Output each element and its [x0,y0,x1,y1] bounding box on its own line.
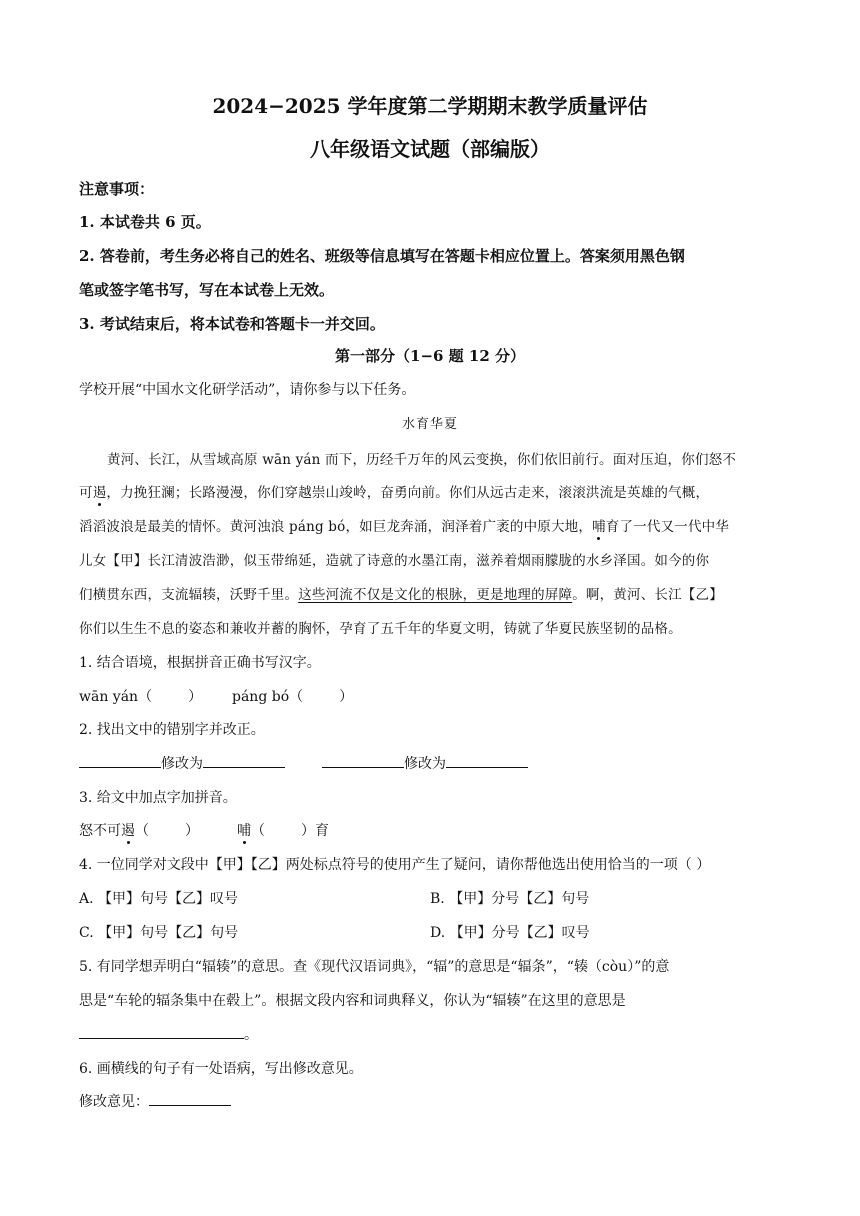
question-3-answer-b [237,820,329,840]
answer-blank[interactable] [322,753,404,768]
dotted-character: 遏 [92,485,107,501]
passage-text: ，力挽狂澜；长路漫漫，你们穿越崇山竣岭，奋勇向前。你们从远古走来，滚滚洪流是英雄的气概， [106,485,710,501]
passage-line-3 [79,515,783,535]
bracket-close: ） [339,689,354,705]
question-2-answer-2 [322,753,528,773]
question-1-answer-a [79,686,202,706]
underlined-sentence: 这些河流不仅是文化的根脉，更是地理的屏障 [298,587,573,603]
question-6-answer [79,1091,231,1111]
question-2: 2. 找出文中的错别字并改正。 [79,722,265,738]
fix-label: 修改为 [161,756,203,772]
dotted-character: 哺 [237,823,251,839]
dotted-character: 遏 [121,823,135,839]
dotted-character: 哺 [592,519,606,535]
pinyin-prompt: páng bó（ [232,689,304,705]
passage-text: 。啊，黄河、长江【乙】 [572,587,723,603]
passage-text: 们横贯东西，支流辐辏，沃野千里。 [79,587,299,603]
note-item-2-line1: 2. 答卷前，考生务必将自己的姓名、班级等信息填写在答题卡相应位置上。答案须用黑色钢 [79,247,685,265]
passage-line-5 [79,583,783,603]
bracket-close: ） [185,823,199,839]
bracket-close: ）育 [301,823,329,839]
bracket-close: ） [188,689,203,705]
section-intro: 学校开展“中国水文化研学活动”，请你参与以下任务。 [79,382,416,398]
passage-text: 育了一代又一代中华 [605,519,730,535]
period: 。 [244,1027,258,1043]
question-5-line1: 5. 有同学想弄明白“辐辏”的意思。查《现代汉语词典》，“辐”的意思是“辐条”，“辏（còu）”的意 [79,959,670,975]
fix-label: 修改为 [404,756,446,772]
question-1: 1. 结合语境，根据拼音正确书写汉字。 [79,655,321,671]
question-6: 6. 画横线的句子有一处语病，写出修改意见。 [79,1061,363,1077]
pinyin-prompt: wān yán（ [79,689,153,705]
note-item-1: 1. 本试卷共 6 页。 [79,213,211,231]
bracket-open: （ [135,823,149,839]
passage-line-4: 儿女【甲】长江清波浩渺，似玉带绵延，造就了诗意的水墨江南，滋养着烟雨朦胧的水乡泽国。如今的你 [79,553,710,569]
passage-line-1: 黄河、长江，从雪域高原 wān yán 而下，历经千万年的风云变换，你们依旧前行。面对压迫，你们怒不 [107,452,737,468]
answer-blank[interactable] [446,753,528,768]
question-3-answer-a [79,820,199,840]
note-item-2-line2: 笔或签字笔书写，写在本试卷上无效。 [79,281,335,299]
passage-line-6: 你们以生生不息的姿态和兼收并蓄的胸怀，孕育了五千年的华夏文明，铸就了华夏民族坚韧的品格。 [79,621,682,637]
option-c[interactable]: C. 【甲】句号【乙】句号 [79,925,239,941]
answer-blank[interactable] [203,753,285,768]
option-d[interactable]: D. 【甲】分号【乙】叹号 [430,925,590,941]
passage-text: 可 [79,485,93,501]
question-1-answer-b [232,686,353,706]
question-3: 3. 给文中加点字加拼音。 [79,790,237,806]
answer-blank[interactable] [149,1091,231,1106]
word-text: 怒不可 [79,823,121,839]
question-5-answer [79,1024,258,1044]
passage-line-2 [79,481,783,501]
option-b[interactable]: B. 【甲】分号【乙】句号 [430,891,590,907]
section-title: 第一部分（1−6 题 12 分） [335,347,525,365]
exam-title: 2024−2025 学年度第二学期期末教学质量评估 [212,94,648,118]
passage-text: 滔滔波浪是最美的情怀。黄河浊浪 páng bó，如巨龙奔涌，润泽着广袤的中原大地， [79,519,593,535]
answer-blank[interactable] [79,753,161,768]
question-4: 4. 一位同学对文段中【甲】【乙】两处标点符号的使用产生了疑问，请你帮他选出使用恰当的一项（ ） [79,857,711,873]
question-2-answer-1 [79,753,285,773]
revision-label: 修改意见： [79,1094,149,1110]
question-5-line2: 思是“车轮的辐条集中在毂上”。根据文段内容和词典释义，你认为“辐辏”在这里的意思是 [79,993,626,1009]
passage-title: 水育华夏 [401,417,458,432]
note-item-3: 3. 考试结束后，将本试卷和答题卡一并交回。 [79,315,385,333]
answer-blank[interactable] [79,1024,244,1039]
bracket-open: （ [251,823,265,839]
notes-heading: 注意事项： [79,180,155,198]
exam-subtitle: 八年级语文试题（部编版） [310,137,550,161]
option-a[interactable]: A. 【甲】句号【乙】叹号 [79,891,239,907]
